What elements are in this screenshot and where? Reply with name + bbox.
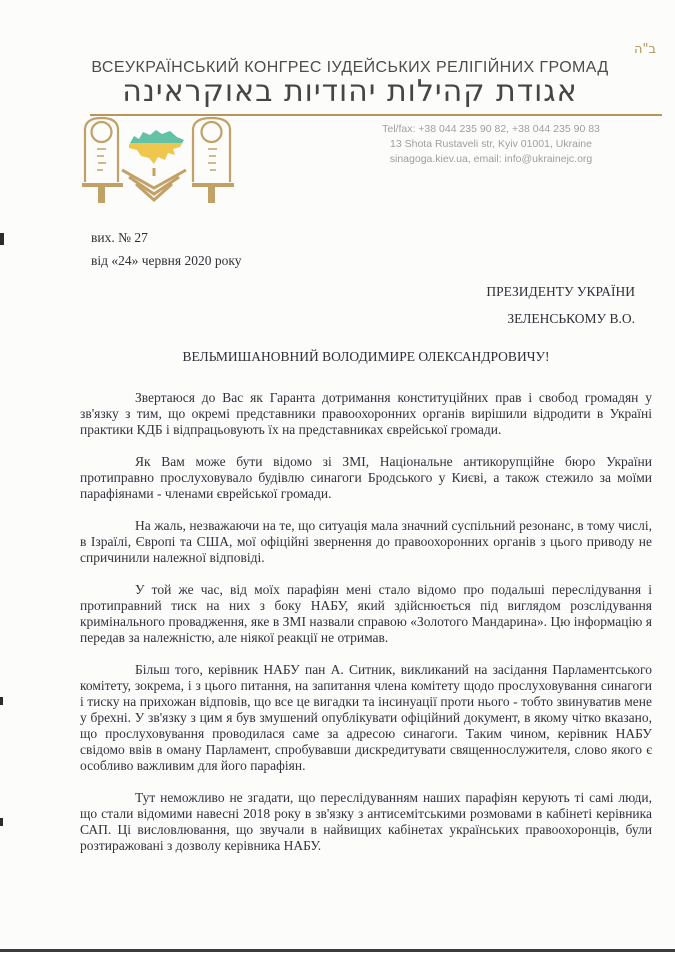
ukraine-map-icon xyxy=(129,130,184,164)
body-paragraph: У той же час, від моїх парафіян мені стало відомо про подальші переслідування і протиправний тиск на них з боку НАБУ, який здійснюється під виглядом розслідування кримінального провадження, яке в ЗМІ назвали справою «Золотого Мандарина». Цю інформацію я передав за належністю, але ніякої реакції не отримав. xyxy=(80,582,652,645)
contact-web-email: sinagoga.kiev.ua, email: info@ukrainejc.org xyxy=(389,153,593,165)
torah-scroll-logo-icon xyxy=(82,112,234,208)
outgoing-number: вих. № 27 xyxy=(91,230,148,245)
letter-date: від «24» червня 2020 року xyxy=(91,253,242,268)
scan-artifact xyxy=(0,233,4,245)
body-paragraph: Більш того, керівник НАБУ пан А. Ситник, викликаний на засідання Парламентського комітету, зокрема, і з цього питання, на запитання члена комітету щодо прослуховування синагоги і тиску на прихожан відповів, що все це вигадки та інсинуації проти нього - тобто звинуватив мене у брехні. У зв'язку з цим я був змушений опублікувати офіційний документ, в якому чітко вказано, що прослуховування проводилася саме за адресою синагоги. Таким чином, керівник НАБУ свідомо ввів в оману Парламент, спробувавши дискредитувати священнослужителя, слово якого є особливо важливим для його парафіян. xyxy=(80,662,652,773)
scan-artifact xyxy=(0,697,3,705)
salutation-line: ВЕЛЬМИШАНОВНИЙ ВОЛОДИМИРЕ ОЛЕКСАНДРОВИЧУ! xyxy=(182,349,550,364)
contact-address: 13 Shota Rustaveli str, Kyiv 01001, Ukraine xyxy=(390,138,592,150)
body-paragraph: Тут неможливо не згадати, що переслідуванням наших парафіян керують ті самі люди, що стали відомими навесні 2018 року в зв'язку з антисемітськими розмовами в кабінеті керівника САП. Ці висловлювання, що звучали в найвищих кабінетах українських правоохоронців, були розтиражовані з дозволу керівника НАБУ. xyxy=(80,790,652,853)
organization-name-ukrainian: ВСЕУКРАЇНСЬКИЙ КОНГРЕС ІУДЕЙСЬКИХ РЕЛІГІЙНИХ ГРОМАД xyxy=(91,59,609,76)
contact-block xyxy=(332,122,650,167)
hebrew-blessing: ב"ה xyxy=(634,42,656,57)
addressee-name: ЗЕЛЕНСЬКОМУ В.О. xyxy=(507,311,635,326)
addressee-block xyxy=(486,278,635,332)
reference-block xyxy=(91,226,241,272)
left-scroll-roller xyxy=(85,118,118,182)
body-paragraph: Як Вам може бути відомо зі ЗМІ, Національне антикорупційне бюро України протиправно прослуховувало будівлю синагоги Бродського у Києві, а також стежило за моїми парафіянами - членами єврейської громади. xyxy=(80,454,652,501)
scan-artifact xyxy=(0,818,3,826)
organization-name-hebrew: אגודת קהילות יהודיות באוקראינה xyxy=(122,74,578,109)
contact-telfax: Tel/fax: +38 044 235 90 82, +38 044 235 90 83 xyxy=(382,123,600,135)
menorah-chevrons xyxy=(122,168,186,200)
letter-body xyxy=(80,390,652,870)
addressee-title: ПРЕЗИДЕНТУ УКРАЇНИ xyxy=(486,284,635,299)
hebrew-inscription-marks xyxy=(97,149,106,170)
body-paragraph: Звертаюся до Вас як Гаранта дотримання конституційних прав і свобод громадян у зв'язку з тим, що окремі представники правоохоронних органів вирішили відродити в Україні практики КДБ і відпрацьовують їх на представниках єврейської громади. xyxy=(80,390,652,437)
hebrew-inscription-marks xyxy=(208,149,217,170)
right-scroll-roller xyxy=(193,118,230,182)
body-paragraph: На жаль, незважаючи на те, що ситуація мала значний суспільний резонанс, в тому числі, в Ізраїлі, Європі та США, мої офіційні звернення до правоохоронних органів з цього приводу не спричинили належної відповіді. xyxy=(80,518,652,565)
scan-edge-white xyxy=(0,952,675,960)
